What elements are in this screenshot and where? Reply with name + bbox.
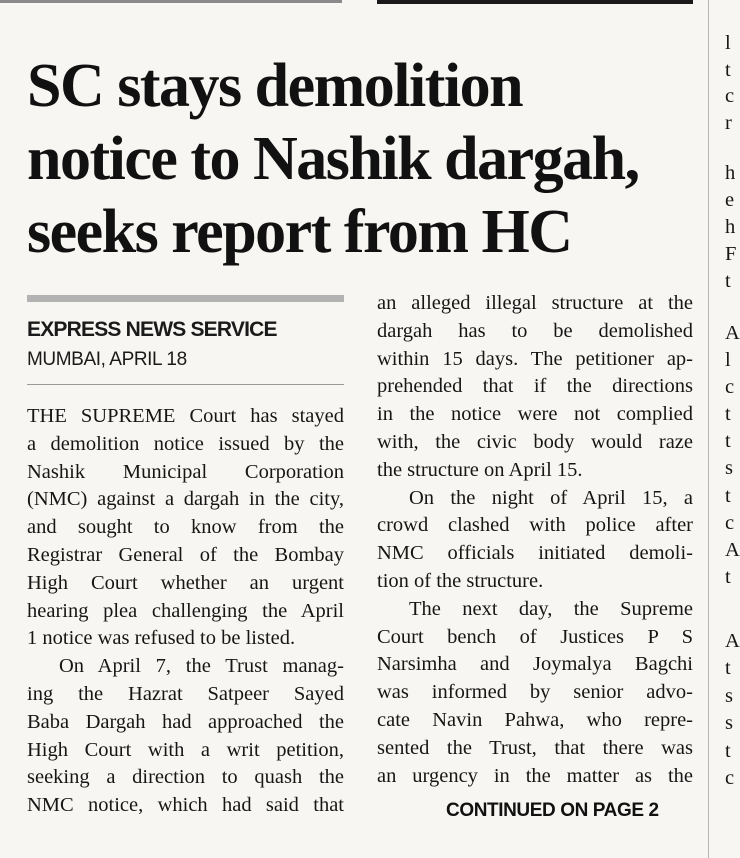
edge-fragment: t (725, 566, 731, 588)
text-line: a demolition notice issued by the (27, 432, 344, 455)
text-line: crowd clashed with police after (377, 514, 693, 537)
edge-fragment: A (725, 539, 740, 561)
edge-fragment: t (725, 430, 731, 452)
top-rule-right (377, 0, 693, 4)
edge-fragment: t (725, 403, 731, 425)
text-line: prehended that if the directions (377, 375, 693, 398)
continued-on-page: CONTINUED ON PAGE 2 (446, 800, 659, 821)
headline-line: SC stays demolition (27, 52, 523, 120)
text-line: Baba Dargah had approached the (27, 710, 344, 733)
article-column-1 (27, 403, 344, 820)
edge-fragment: r (725, 112, 732, 134)
edge-fragment: h (725, 216, 736, 238)
edge-fragment: s (725, 457, 733, 479)
headline-line: seeks report from HC (27, 198, 572, 266)
text-line: tion of the structure. (377, 569, 544, 592)
text-line: the structure on April 15. (377, 458, 583, 481)
edge-fragment: t (725, 270, 731, 292)
text-line: High Court with a writ petition, (27, 738, 344, 761)
text-line: NMC notice, which had said that (27, 794, 344, 817)
text-line: and sought to know from the (27, 516, 344, 539)
edge-fragment: t (725, 59, 731, 81)
text-line: an alleged illegal structure at the (377, 292, 693, 314)
text-line: (NMC) against a dargah in the city, (27, 488, 344, 511)
edge-fragment: t (725, 740, 731, 762)
text-line: ing the Hazrat Satpeer Sayed (27, 682, 344, 705)
edge-fragment: t (725, 485, 731, 507)
text-line: cate Navin Pahwa, who repre- (377, 708, 693, 731)
edge-fragment: s (725, 712, 733, 734)
text-line: an urgency in the matter as the (377, 764, 693, 787)
text-line: sented the Trust, that there was (377, 736, 693, 759)
edge-fragment: s (725, 685, 733, 707)
edge-fragment: e (725, 189, 735, 211)
text-line: with, the civic body would raze (377, 430, 693, 453)
dateline: MUMBAI, APRIL 18 (27, 349, 187, 370)
text-line: On April 7, the Trust manag- (59, 655, 344, 678)
text-line: within 15 days. The petitioner ap- (377, 347, 693, 370)
text-line: THE SUPREME Court has stayed (27, 405, 344, 427)
byline-rule (27, 295, 344, 302)
edge-fragment: F (725, 243, 737, 265)
text-line: On the night of April 15, a (409, 486, 693, 509)
dateline-rule (27, 384, 344, 385)
text-line: was informed by senior advo- (377, 681, 693, 704)
text-line: hearing plea challenging the April (27, 599, 344, 622)
edge-fragment: c (725, 767, 735, 789)
edge-fragment: A (725, 630, 740, 652)
text-line: Registrar General of the Bombay (27, 543, 344, 566)
edge-fragment: c (725, 85, 735, 107)
edge-fragment: l (725, 32, 731, 54)
adjacent-article-edge (716, 0, 740, 858)
text-line: The next day, the Supreme (409, 597, 693, 620)
edge-fragment: c (725, 512, 735, 534)
headline-line: notice to Nashik dargah, (27, 125, 639, 193)
text-line: 1 notice was refused to be listed. (27, 627, 296, 650)
text-line: Narsimha and Joymalya Bagchi (377, 653, 693, 676)
top-rule-left (0, 0, 342, 3)
text-line: in the notice were not complied (377, 403, 693, 426)
text-line: Court bench of Justices P S (377, 625, 693, 648)
text-line: Nashik Municipal Corporation (27, 460, 344, 483)
agency-byline: EXPRESS NEWS SERVICE (27, 318, 277, 341)
article-column-2 (377, 290, 693, 790)
edge-fragment: h (725, 162, 736, 184)
text-line: seeking a direction to quash the (27, 766, 344, 789)
text-line: NMC officials initiated demoli- (377, 542, 693, 565)
headline (27, 50, 702, 269)
column-divider (708, 0, 709, 858)
edge-fragment: l (725, 349, 731, 371)
text-line: High Court whether an urgent (27, 571, 344, 594)
text-line: dargah has to be demolished (377, 319, 693, 342)
edge-fragment: c (725, 376, 735, 398)
edge-fragment: A (725, 322, 740, 344)
edge-fragment: t (725, 657, 731, 679)
